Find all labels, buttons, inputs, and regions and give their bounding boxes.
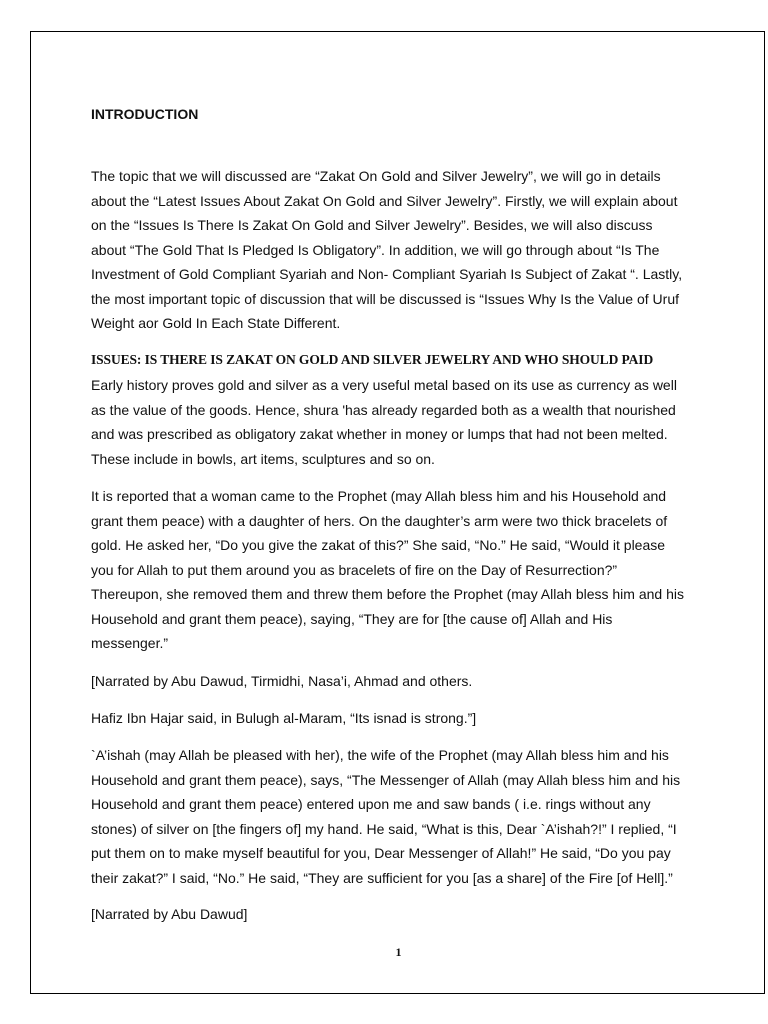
isnad-note: Hafiz Ibn Hajar said, in Bulugh al-Maram, “Its isnad is strong.”] xyxy=(91,710,477,726)
paragraph-line: grant them peace) with a daughter of hers. On the daughter’s arm were two thick bracelets of xyxy=(91,513,668,529)
paragraph-line: their zakat?” I said, “No.” He said, “They are sufficient for you [as a share] of the Fire [of Hell].” xyxy=(91,870,673,886)
paragraph-line: the most important topic of discussion that will be discussed is “Issues Why Is the Value of Uruf xyxy=(91,291,679,307)
page-number: 1 xyxy=(395,945,402,959)
paragraph-line: Household and grant them peace) entered upon me and saw bands ( i.e. rings without any xyxy=(91,796,651,812)
paragraph-line: Weight aor Gold In Each State Different. xyxy=(91,315,341,331)
paragraph-line: stones) of silver on [the fingers of] my hand. He said, “What is this, Dear `A’ishah?!” I replied, “I xyxy=(91,821,677,837)
paragraph-line: about “The Gold That Is Pledged Is Obligatory”. In addition, we will go through about “Is The xyxy=(91,242,660,258)
paragraph-line: `A’ishah (may Allah be pleased with her), the wife of the Prophet (may Allah bless him and his xyxy=(91,747,669,763)
paragraph-line: put them on to make myself beautiful for you, Dear Messenger of Allah!” He said, “Do you pay xyxy=(91,845,671,861)
paragraph-line: Investment of Gold Compliant Syariah and Non- Compliant Syariah Is Subject of Zakat “. Lastly, xyxy=(91,266,683,282)
paragraph-line: about the “Latest Issues About Zakat On Gold and Silver Jewelry”. Firstly, we will explain about xyxy=(91,193,678,209)
issues-heading: ISSUES: IS THERE IS ZAKAT ON GOLD AND SILVER JEWELRY AND WHO SHOULD PAID xyxy=(91,352,654,367)
paragraph-line: you for Allah to put them around you as bracelets of fire on the Day of Resurrection?” xyxy=(91,562,618,578)
paragraph-line: as the value of the goods. Hence, shura 'has already regarded both as a wealth that nourished xyxy=(91,402,676,418)
paragraph-line: Household and grant them peace), says, “The Messenger of Allah (may Allah bless him and his xyxy=(91,772,681,788)
introduction-heading: INTRODUCTION xyxy=(91,106,199,122)
document-page xyxy=(30,31,765,994)
paragraph-line: Household and grant them peace), saying, “They are for [the cause of] Allah and His xyxy=(91,611,613,627)
paragraph-line: and was prescribed as obligatory zakat whether in money or lumps that had not been melted. xyxy=(91,426,668,442)
paragraph-line: gold. He asked her, “Do you give the zakat of this?” She said, “No.” He said, “Would it please xyxy=(91,537,666,553)
paragraph-line: Early history proves gold and silver as a very useful metal based on its use as currency as well xyxy=(91,377,677,393)
paragraph-line: It is reported that a woman came to the Prophet (may Allah bless him and his Household and xyxy=(91,488,667,504)
paragraph-line: The topic that we will discussed are “Zakat On Gold and Silver Jewelry”, we will go in details xyxy=(91,168,661,184)
paragraph-line: messenger.” xyxy=(91,635,169,651)
narration-citation: [Narrated by Abu Dawud, Tirmidhi, Nasa’i, Ahmad and others. xyxy=(91,673,473,689)
paragraph-line: on the “Issues Is There Is Zakat On Gold and Silver Jewelry”. Besides, we will also discuss xyxy=(91,217,653,233)
paragraph-line: Thereupon, she removed them and threw them before the Prophet (may Allah bless him and his xyxy=(91,586,684,602)
narration-citation-abu-dawud: [Narrated by Abu Dawud] xyxy=(91,906,248,922)
paragraph-line: These include in bowls, art items, sculptures and so on. xyxy=(91,451,435,467)
